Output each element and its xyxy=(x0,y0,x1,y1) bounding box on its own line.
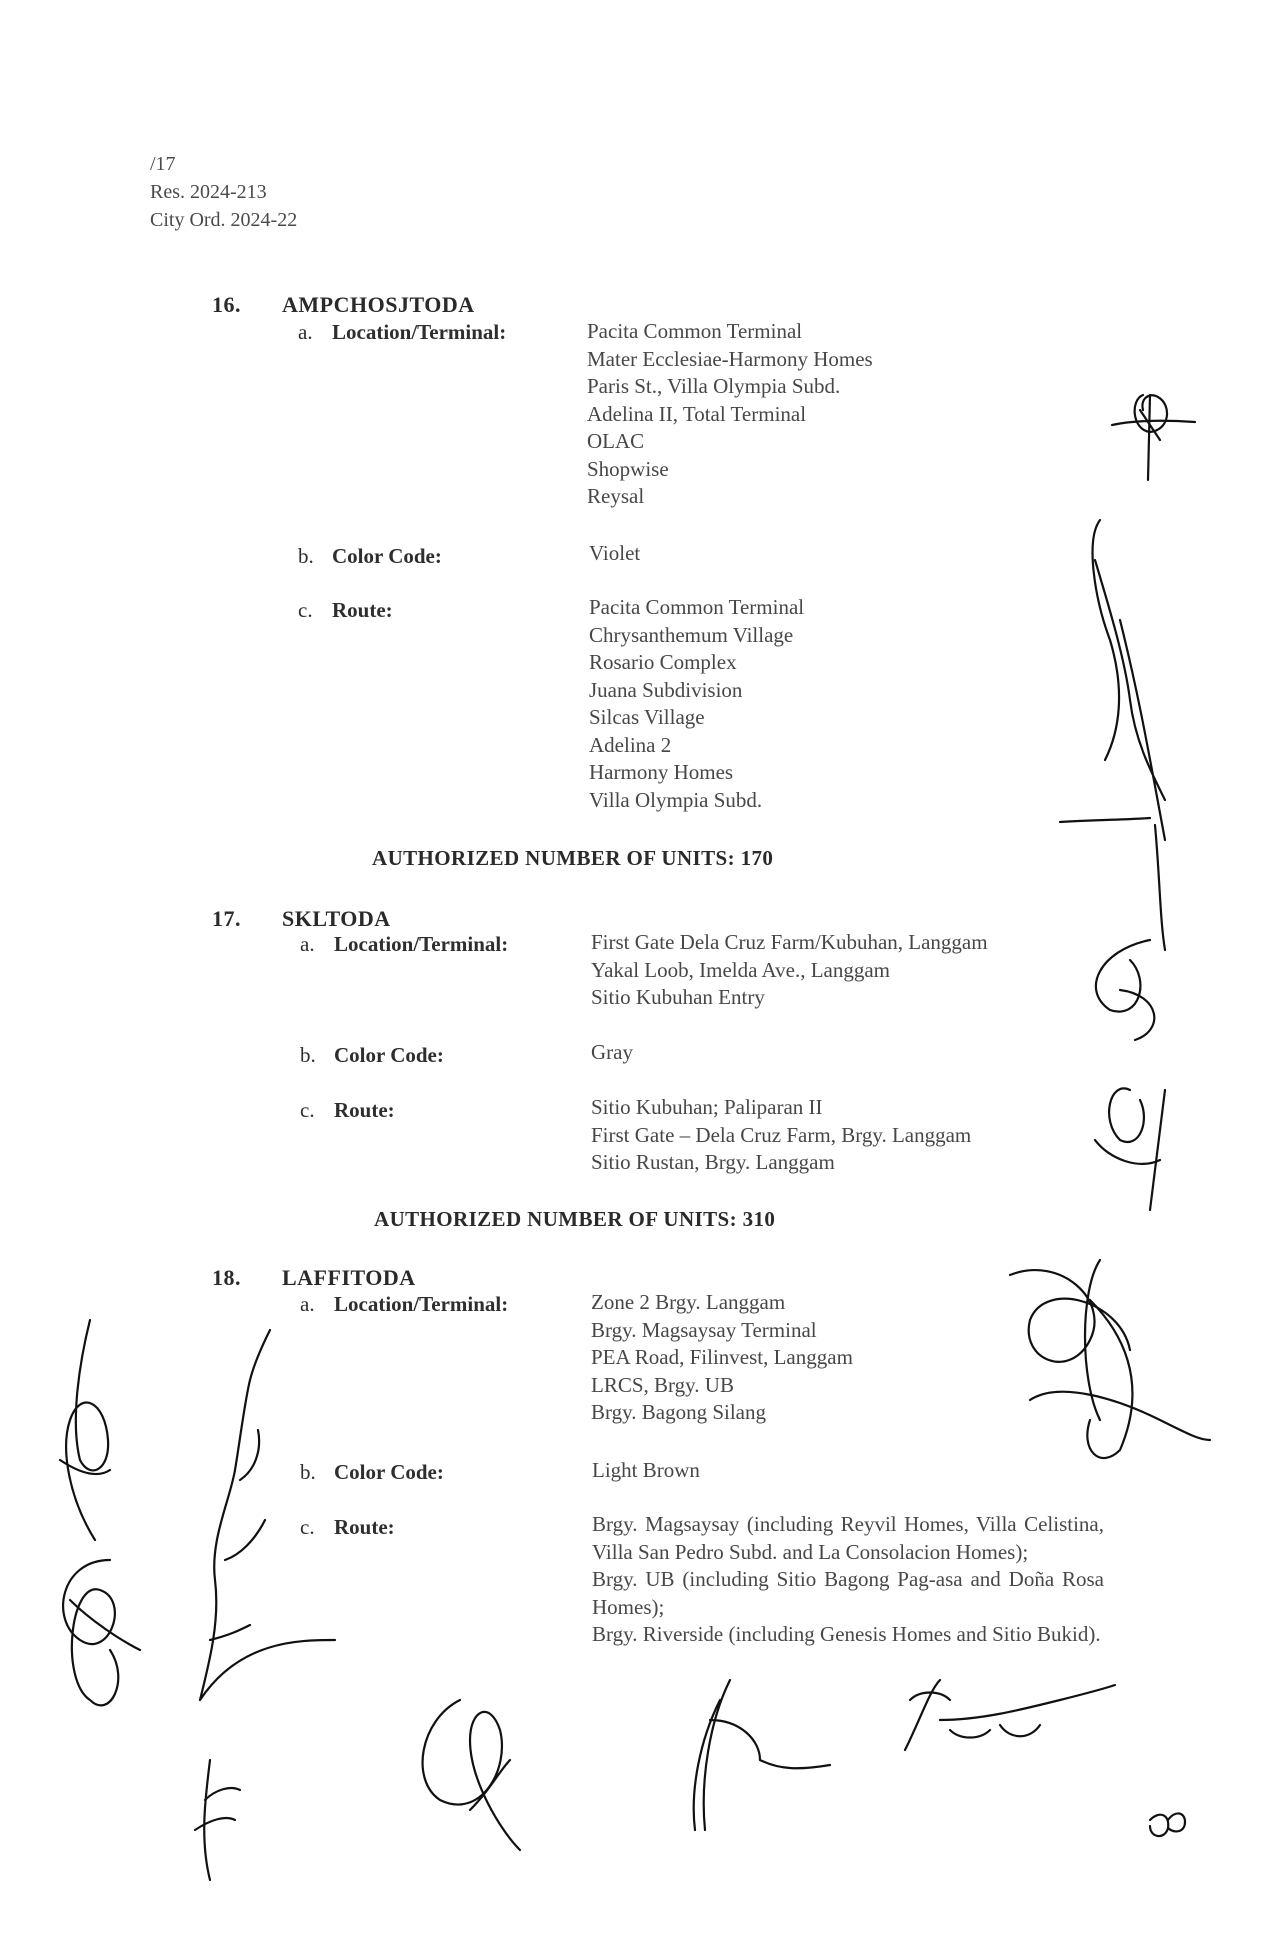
signature-bottom-center xyxy=(694,1680,830,1830)
entry-title-17 xyxy=(212,906,391,932)
location-item: First Gate Dela Cruz Farm/Kubuhan, Langgam xyxy=(591,930,988,954)
color-code-value: Gray xyxy=(591,1040,633,1064)
signature-left-tall xyxy=(60,1320,110,1540)
route-item: Harmony Homes xyxy=(589,760,734,784)
location-label: a. Location/Terminal: xyxy=(300,932,509,956)
entry-number: 18. xyxy=(212,1265,241,1290)
route-item: Pacita Common Terminal xyxy=(589,595,805,619)
entry-number: 16. xyxy=(212,292,241,317)
reference-header xyxy=(150,150,297,234)
route-item: Villa Olympia Subd. xyxy=(589,787,763,812)
route-label: c. Route: xyxy=(300,1098,395,1122)
signature-vertical-right xyxy=(1060,520,1165,1040)
route-label: c. Route: xyxy=(298,598,393,622)
location-item: Sitio Kubuhan Entry xyxy=(591,985,765,1009)
location-item: Yakal Loob, Imelda Ave., Langgam xyxy=(591,957,890,982)
location-item: Brgy. Magsaysay Terminal xyxy=(591,1317,817,1342)
location-item: Zone 2 Brgy. Langgam xyxy=(591,1290,786,1314)
entry-name: AMPCHOSJTODA xyxy=(282,292,475,317)
location-item: PEA Road, Filinvest, Langgam xyxy=(591,1345,853,1369)
entry-name: SKLTODA xyxy=(282,906,391,931)
color-code-label: b. Color Code: xyxy=(300,1043,444,1067)
route-item: Rosario Complex xyxy=(589,650,737,674)
color-code-value: Light Brown xyxy=(592,1458,700,1482)
location-list xyxy=(591,1289,853,1427)
route-item: Sitio Kubuhan; Paliparan II xyxy=(591,1095,823,1119)
route-list xyxy=(589,594,804,814)
route-item: Adelina 2 xyxy=(589,732,672,757)
signature-left-loop xyxy=(63,1560,140,1705)
entry-number: 17. xyxy=(212,906,241,931)
authorized-units-17: AUTHORIZED NUMBER OF UNITS: 310 xyxy=(374,1207,776,1231)
signature-initials-right-top xyxy=(1112,395,1195,480)
signature-bottom-right xyxy=(905,1680,1115,1750)
location-item: Shopwise xyxy=(587,456,669,481)
route-item: Silcas Village xyxy=(589,705,705,729)
signature-initials-bottom-right xyxy=(1150,1813,1185,1836)
route-item: First Gate – Dela Cruz Farm, Brgy. Langgam xyxy=(591,1122,972,1147)
location-item: Adelina II, Total Terminal xyxy=(587,401,807,426)
ordinance-number: City Ord. 2024-22 xyxy=(150,209,298,231)
route-item: Juana Subdivision xyxy=(589,677,743,702)
route-item: Brgy. Riverside (including Genesis Homes and Sitio Bukid). xyxy=(592,1622,1101,1646)
signature-bottom-left xyxy=(195,1760,240,1880)
authorized-units-16: AUTHORIZED NUMBER OF UNITS: 170 xyxy=(372,846,774,870)
location-list xyxy=(587,318,873,511)
color-code-value: Violet xyxy=(589,541,641,565)
route-item: Sitio Rustan, Brgy. Langgam xyxy=(591,1150,835,1174)
location-item: OLAC xyxy=(587,429,645,453)
location-item: Reysal xyxy=(587,484,645,508)
location-item: Pacita Common Terminal xyxy=(587,319,803,343)
location-label: a. Location/Terminal: xyxy=(298,320,507,344)
location-item: LRCS, Brgy. UB xyxy=(591,1372,734,1397)
route-label: c. Route: xyxy=(300,1515,395,1539)
resolution-number: Res. 2024-213 xyxy=(150,181,267,203)
location-list xyxy=(591,929,988,1012)
color-code-label: b. Color Code: xyxy=(300,1460,444,1484)
route-list xyxy=(592,1511,1104,1649)
page-number: /17 xyxy=(150,153,176,175)
location-item: Brgy. Bagong Silang xyxy=(591,1400,767,1424)
route-item: Brgy. UB (including Sitio Bagong Pag-asa and Doña Rosa Homes); xyxy=(592,1567,1104,1619)
location-item: Paris St., Villa Olympia Subd. xyxy=(587,374,841,398)
location-label: a. Location/Terminal: xyxy=(300,1292,509,1316)
entry-title-18 xyxy=(212,1265,416,1291)
route-item: Brgy. Magsaysay (including Reyvil Homes, Villa Celistina, Villa San Pedro Subd. and La Consolacion Homes); xyxy=(592,1512,1104,1564)
route-item: Chrysanthemum Village xyxy=(589,622,794,647)
location-item: Mater Ecclesiae-Harmony Homes xyxy=(587,346,873,371)
signature-bottom-loop xyxy=(423,1700,520,1850)
color-code-label: b. Color Code: xyxy=(298,544,442,568)
signature-right-mid xyxy=(1095,1088,1165,1210)
signature-loops-right xyxy=(1010,1260,1210,1458)
route-list xyxy=(591,1094,971,1177)
entry-name: LAFFITODA xyxy=(282,1265,416,1290)
entry-title-16 xyxy=(212,292,475,318)
